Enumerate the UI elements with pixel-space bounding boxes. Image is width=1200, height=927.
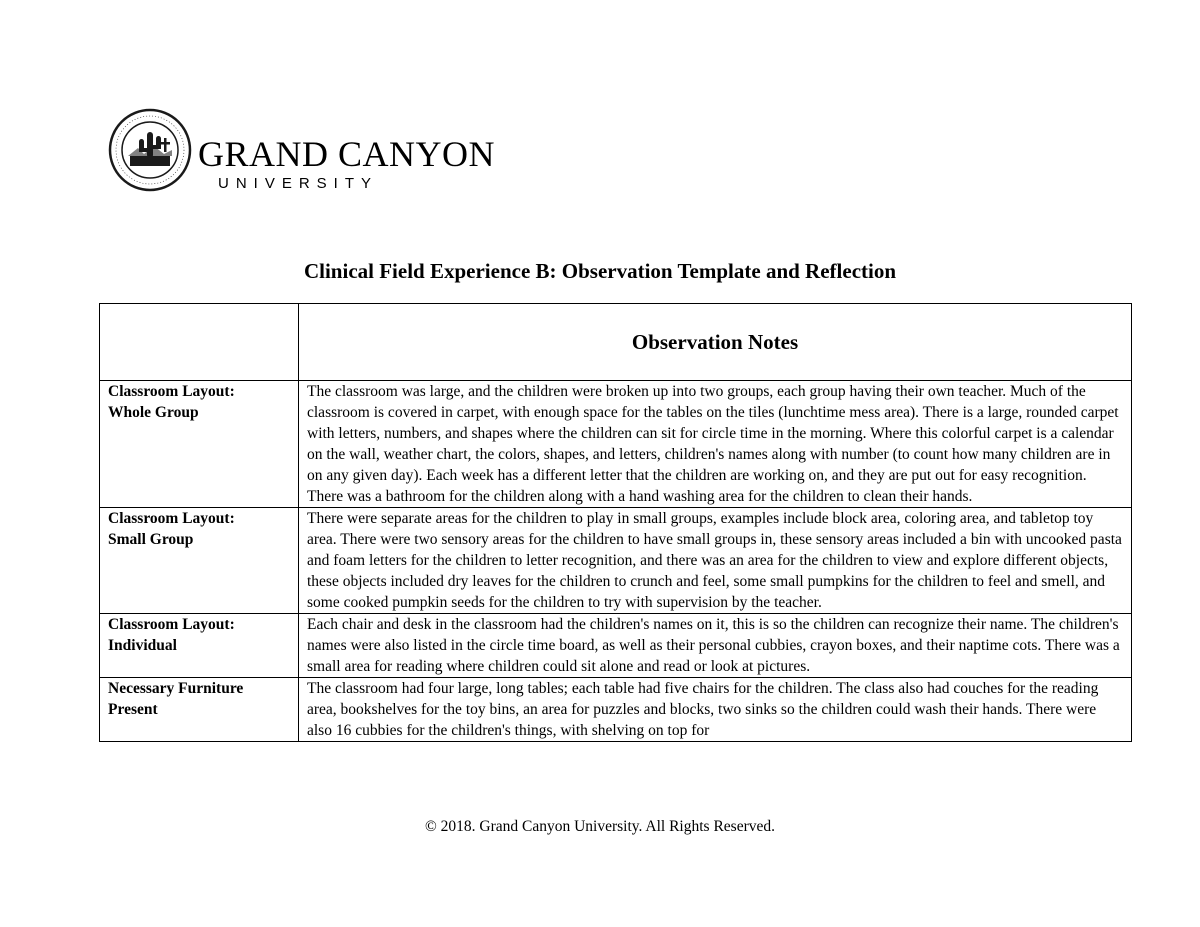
- row-notes-cell: [299, 678, 1132, 742]
- table-row: [100, 381, 1132, 508]
- row-label-line: Individual: [108, 637, 177, 654]
- row-notes: Each chair and desk in the classroom had the children's names on it, this is so the children can recognize their name. The children's names were also listed in the circle time board, as well as their personal cubbies, crayon boxes, and their naptime cots. There was a small area for reading where children could sit alone and read or look at pictures.: [299, 614, 1132, 678]
- observation-notes-header: Observation Notes: [299, 304, 1132, 381]
- row-label: [100, 678, 299, 742]
- row-label-line: Small Group: [108, 531, 194, 548]
- university-name: GRAND CANYON: [198, 134, 496, 174]
- row-notes: The classroom was large, and the children were broken up into two groups, each group having their own teacher. Much of the classroom is covered in carpet, with enough space for the tables on the tiles (lunchtime mess area). There is a large, rounded carpet with letters, numbers, and shapes where the children can sit for circle time in the morning. Where this colorful carpet is a calendar on the wall, weather chart, the colors, shapes, and letters, children's names along with number (to count how many children are in on any given day). Each week has a different letter that the children are working on, and they are put out for easy recognition. There was a bathroom for the children along with a hand washing area for the children to clean their hands.: [299, 381, 1132, 508]
- row-label: [100, 614, 299, 678]
- row-label-line: Classroom Layout:: [108, 616, 235, 633]
- row-notes: There were separate areas for the children to play in small groups, examples include block area, coloring area, and tabletop toy area. There were two sensory areas for the children to have small groups in, these sensory areas included a bin with uncooked pasta and foam letters for the children to letter recognition, and there was an area for the children to view and explore different objects, these objects included dry leaves for the children to crunch and feel, some small pumpkins for the children to feel and smell, and some cooked pumpkin seeds for the children to try with supervision by the teacher.: [299, 508, 1132, 614]
- row-label-line: Present: [108, 701, 158, 718]
- row-label-line: Necessary Furniture: [108, 680, 244, 697]
- table-header-row: [100, 304, 1132, 381]
- table-row: [100, 614, 1132, 678]
- document-title: Clinical Field Experience B: Observation Template and Reflection: [303, 259, 897, 283]
- row-label-line: Whole Group: [108, 404, 199, 421]
- row-label-line: Classroom Layout:: [108, 510, 235, 527]
- row-notes: The classroom had four large, long tables; each table had five chairs for the children. The class also had couches for the reading area, bookshelves for the toy bins, an area for puzzles and blocks, two sinks so the children could wash their hands. There were also 16 cubbies for the children's things, with shelving on top for: [307, 680, 1099, 739]
- row-label: [100, 381, 299, 508]
- row-label-line: Classroom Layout:: [108, 383, 235, 400]
- copyright-footer: © 2018. Grand Canyon University. All Rights Reserved.: [424, 818, 775, 835]
- university-seal-icon: [108, 108, 192, 192]
- university-subtitle: UNIVERSITY: [218, 175, 379, 192]
- university-logo: [108, 108, 496, 198]
- table-row: [100, 508, 1132, 614]
- row-label: [100, 508, 299, 614]
- table-corner-cell: [100, 304, 299, 381]
- observation-table: [99, 303, 1132, 742]
- table-row: [100, 678, 1132, 742]
